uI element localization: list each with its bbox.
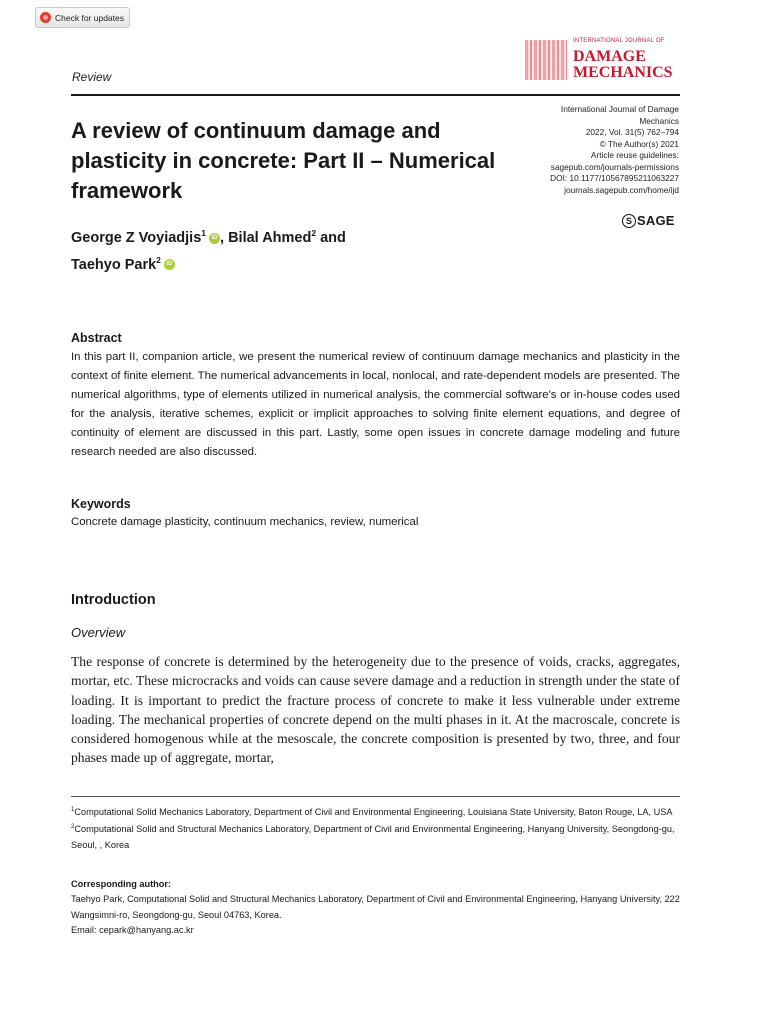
journal-logo [525, 38, 685, 84]
logo-line-1: INTERNATIONAL JOURNAL OF [573, 38, 665, 44]
introduction-heading: Introduction [71, 592, 156, 608]
crossmark-icon [40, 12, 51, 23]
footnote-number: 1 [71, 807, 75, 813]
corresponding-email[interactable]: Email: cepark@hanyang.ac.kr [71, 925, 194, 936]
orcid-icon[interactable]: iD [164, 259, 175, 270]
sage-icon: S [622, 214, 636, 228]
meta-line: Article reuse guidelines: [590, 150, 679, 160]
author-separator: , [220, 229, 229, 246]
header-divider [71, 94, 680, 96]
footnote-item [71, 803, 683, 820]
overview-subheading: Overview [71, 625, 126, 640]
author-name[interactable]: George Z Voyiadjis [71, 229, 202, 246]
footnote-text: Computational Solid Mechanics Laboratory, Department of Civil and Environmental Engineering, Louisiana State University, Baton Rouge, LA, USA [74, 807, 673, 818]
abstract-text: In this part II, companion article, we present the numerical review of continuum damage mechanics and plasticity in the context of finite element. The numerical advancements in local, nonlocal, and rate-dependent models are presented. The numerical algorithms, type of elements utilized in numerical analysis, the commercial software's or in-house codes used for the analysis, iterative schemes, explicit or implicit approaches to solving finite element equations, and degree of continuity of element are discussed in this part. Lastly, some open issues in concrete damage modeling and future research needed are also discussed. [71, 351, 680, 458]
check-for-updates-label: Check for updates [55, 12, 124, 23]
affiliation-marker: 2 [311, 228, 317, 238]
affiliation-marker: 2 [156, 254, 161, 265]
check-for-updates-button[interactable] [35, 7, 130, 28]
journal-home-link[interactable]: journals.sagepub.com/home/ijd [564, 184, 679, 195]
meta-line: Mechanics [639, 115, 679, 126]
author-list [71, 222, 471, 276]
keywords-heading: Keywords [71, 497, 131, 511]
introduction-body: The response of concrete is determined by the heterogeneity due to the presence of voids, cracks, aggregates, mortar, etc. These microcracks and voids can cause severe damage and a reduction in strength under the state of loading. It is important to predict the fracture process of concrete to make it less vulnerable under extreme loading. The mechanical properties of concrete depend on the multi phases in it. At the macroscale, concrete is considered homogenous while at the mesoscale, the concrete composition is presented by two, three, and four phases made up of aggregate, mortar, [71, 654, 680, 766]
article-title: A review of continuum damage and plasticity in concrete: Part II – Numerical framework [71, 118, 496, 203]
author-name[interactable]: Bilal Ahmed [228, 229, 312, 246]
corresponding-heading: Corresponding author: [71, 879, 172, 889]
publisher-name: SAGE [637, 213, 675, 228]
corresponding-author [71, 877, 683, 939]
affiliations [71, 803, 683, 853]
publisher-logo [622, 213, 675, 228]
logo-line-2: DAMAGE [573, 48, 646, 65]
orcid-icon[interactable]: iD [209, 233, 220, 244]
footnote-divider [71, 796, 680, 797]
affiliation-marker: 1 [201, 228, 207, 238]
footnote-number: 2 [71, 824, 75, 831]
abstract-heading: Abstract [71, 331, 122, 345]
logo-stripes-icon [525, 40, 567, 80]
meta-line: © The Author(s) 2021 [599, 138, 679, 149]
author-separator: and [316, 229, 346, 246]
author-name[interactable]: Taehyo Park [71, 256, 157, 273]
section-label: Review [72, 70, 112, 84]
footnote-item [71, 820, 683, 853]
doi-link[interactable]: DOI: 10.1177/10567895211063227 [550, 173, 679, 183]
logo-line-3: MECHANICS [573, 64, 673, 81]
corresponding-address: Taehyo Park, Computational Solid and Structural Mechanics Laboratory, Department of Civil and Environmental Engineering, Hanyang University, 222 Wangsimni-ro, Seongdong-gu, Seoul 04763, Korea. [71, 894, 680, 920]
permissions-link[interactable]: sagepub.com/journals-permissions [550, 161, 679, 172]
keywords-text: Concrete damage plasticity, continuum mechanics, review, numerical [71, 516, 419, 528]
footnote-text: Computational Solid and Structural Mechanics Laboratory, Department of Civil and Environmental Engineering, Hanyang University, Seongdong-gu, Seoul, , Korea [71, 824, 675, 850]
meta-line: International Journal of Damage [560, 104, 679, 114]
journal-metadata [470, 104, 679, 196]
meta-line: 2022, Vol. 31(5) 762–794 [585, 127, 679, 137]
